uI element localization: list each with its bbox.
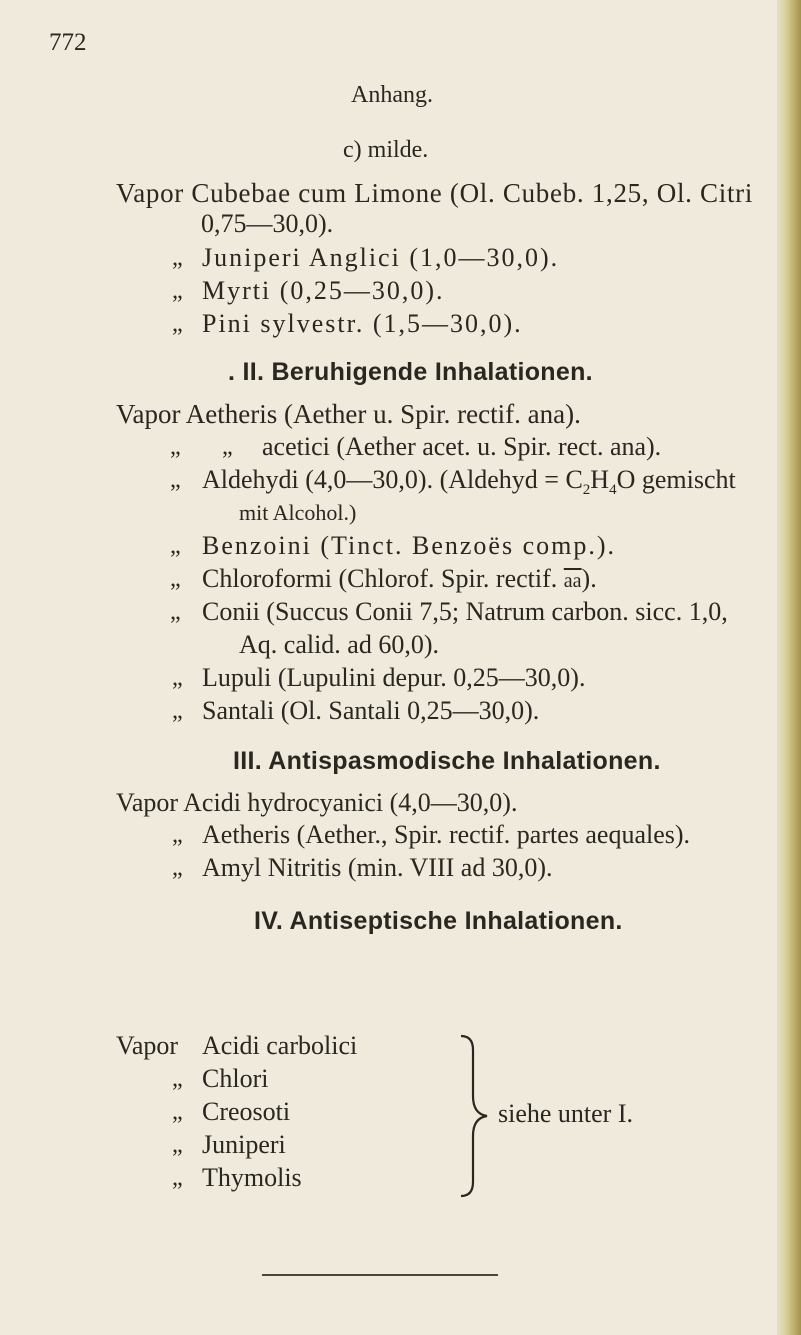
list-item: Acidi carbolici bbox=[202, 1031, 358, 1060]
aa-close: ). bbox=[581, 564, 597, 593]
ditto-mark: „ bbox=[222, 434, 233, 460]
ditto-mark: „ bbox=[172, 278, 183, 304]
ditto-mark: „ bbox=[170, 566, 181, 592]
ditto-mark: „ bbox=[172, 1165, 183, 1191]
ditto-mark: „ bbox=[172, 311, 183, 337]
text-line: Vapor Cubebae cum Limone (Ol. Cubeb. 1,25, Ol. Citri bbox=[116, 178, 754, 208]
ditto-mark: „ bbox=[172, 1132, 183, 1158]
text-line: Santali (Ol. Santali 0,25—30,0). bbox=[202, 696, 540, 725]
ditto-mark: „ bbox=[172, 822, 183, 848]
end-rule bbox=[262, 1274, 498, 1276]
text-line: Lupuli (Lupulini depur. 0,25—30,0). bbox=[202, 663, 586, 692]
see-note: siehe unter I. bbox=[498, 1099, 634, 1128]
text-line: mit Alcohol.) bbox=[239, 500, 357, 525]
curly-brace bbox=[457, 1032, 493, 1200]
ditto-mark: „ bbox=[170, 434, 181, 460]
text-line: Aetheris (Aether., Spir. rectif. partes aequales). bbox=[202, 820, 691, 849]
ditto-mark: „ bbox=[172, 855, 183, 881]
text-line: Juniperi Anglici (1,0—30,0). bbox=[202, 243, 560, 272]
formula-subscript: 2 bbox=[582, 482, 591, 499]
text-line: Myrti (0,25—30,0). bbox=[202, 276, 445, 305]
section-II-heading: . II. Beruhigende Inhalationen. bbox=[228, 358, 593, 386]
vapor-label: Vapor bbox=[116, 1031, 179, 1060]
text-line bbox=[202, 564, 597, 596]
ditto-mark: „ bbox=[172, 698, 183, 724]
text-line bbox=[202, 465, 736, 499]
ditto-mark: „ bbox=[172, 1066, 183, 1092]
text-line: Conii (Succus Conii 7,5; Natrum carbon. sicc. 1,0, bbox=[202, 597, 728, 626]
ditto-mark: „ bbox=[170, 599, 181, 625]
chloroformi-text: Chloroformi (Chlorof. Spir. rectif. bbox=[202, 564, 558, 593]
text-line: Vapor Aetheris (Aether u. Spir. rectif. ana). bbox=[116, 399, 581, 429]
text-line: Vapor Acidi hydrocyanici (4,0—30,0). bbox=[116, 788, 518, 817]
section-III-heading: III. Antispasmodische Inhalationen. bbox=[233, 747, 661, 775]
aa-abbrev: $\overline{aa}$ bbox=[563, 570, 582, 592]
list-item: Creosoti bbox=[202, 1097, 291, 1126]
formula-h: H bbox=[590, 465, 610, 494]
text-line: Amyl Nitritis (min. VIII ad 30,0). bbox=[202, 853, 553, 882]
page-number: 772 bbox=[49, 29, 87, 56]
text-line: Aq. calid. ad 60,0). bbox=[239, 630, 440, 659]
running-head: Anhang. bbox=[351, 82, 433, 108]
text-line: Pini sylvestr. (1,5—30,0). bbox=[202, 309, 523, 338]
list-item: Juniperi bbox=[202, 1130, 286, 1159]
page-edge-shadow bbox=[777, 0, 801, 1335]
text-line: Benzoini (Tinct. Benzoës comp.). bbox=[202, 531, 616, 560]
formula-end: O gemischt bbox=[616, 465, 736, 494]
text-line: 0,75—30,0). bbox=[201, 209, 334, 238]
ditto-mark: „ bbox=[172, 1099, 183, 1125]
section-c-heading: c) milde. bbox=[343, 137, 429, 163]
aldehydi-text: Aldehydi (4,0—30,0). (Aldehyd = C bbox=[202, 465, 583, 494]
formula-subscript: 4 bbox=[609, 482, 617, 499]
list-item: Chlori bbox=[202, 1064, 269, 1093]
list-item: Thymolis bbox=[202, 1163, 302, 1192]
ditto-mark: „ bbox=[172, 245, 183, 271]
ditto-mark: „ bbox=[170, 467, 181, 493]
section-IV-heading: IV. Antiseptische Inhalationen. bbox=[254, 907, 623, 935]
ditto-mark: „ bbox=[170, 533, 181, 559]
text-line: acetici (Aether acet. u. Spir. rect. ana). bbox=[262, 432, 662, 461]
ditto-mark: „ bbox=[172, 665, 183, 691]
